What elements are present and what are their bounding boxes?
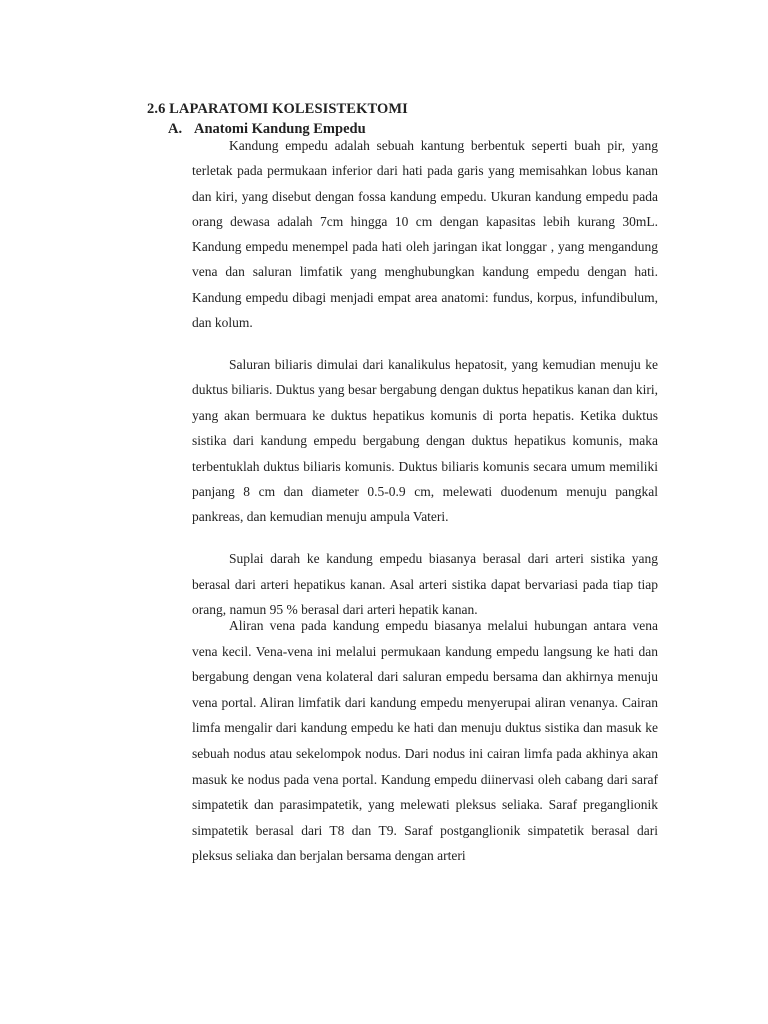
subsection-title: Anatomi Kandung Empedu [194,121,366,137]
paragraph-blood-supply: Suplai darah ke kandung empedu biasanya berasal dari arteri sistika yang berasal dari arteri hepatikus kanan. Asal arteri sistika dapat bervariasi pada tiap tiap orang, namun 95 % berasal dari arteri hepatik kanan. [192,551,658,617]
paragraph-venous-lymph-drainage: Aliran vena pada kandung empedu biasanya melalui hubungan antara vena vena kecil. Vena-vena ini melalui permukaan kandung empedu langsung ke hati dan bergabung dengan vena kolateral dari saluran empedu bersama dan akhirnya menuju vena portal. Aliran limfatik dari kandung empedu menyerupai aliran venanya. Cairan limfa mengalir dari kandung empedu ke hati dan menuju duktus sistika dan masuk ke sebuah nodus atau sekelompok nodus. Dari nodus ini cairan limfa pada akhinya akan masuk ke nodus pada vena portal. Kandung empedu diinervasi oleh cabang dari saraf simpatetik dan parasimpatetik, yang melewati pleksus seliaka. Saraf preganglionik simpatetik berasal dari T8 dan T9. Saraf postganglionik simpatetik berasal dari pleksus seliaka dan berjalan bersama dengan arteri [192,618,658,864]
subsection-letter: A. [168,121,183,137]
paragraph-anatomy: Kandung empedu adalah sebuah kantung berbentuk seperti buah pir, yang terletak pada permukaan inferior dari hati pada garis yang memisahkan lobus kanan dan kiri, yang disebut dengan fossa kandung empedu. Ukuran kandung empedu pada orang dewasa adalah 7cm hingga 10 cm dengan kapasitas lebih kurang 30mL. Kandung empedu menempel pada hati oleh jaringan ikat longgar , yang mengandung vena dan saluran limfatik yang menghubungkan kandung empedu dengan hati. Kandung empedu dibagi menjadi empat area anatomi: fundus, korpus, infundibulum, dan kolum. [192,138,658,331]
paragraph-biliary-duct: Saluran biliaris dimulai dari kanalikulus hepatosit, yang kemudian menuju ke duktus biliaris. Duktus yang besar bergabung dengan duktus hepatikus kanan dan kiri, yang akan bermuara ke duktus hepatikus komunis di porta hepatis. Ketika duktus sistika dari kandung empedu bergabung dengan duktus hepatikus komunis, maka terbentuklah duktus biliaris komunis. Duktus biliaris komunis secara umum memiliki panjang 8 cm dan diameter 0.5-0.9 cm, melewati duodenum menuju pangkal pankreas, dan kemudian menuju ampula Vateri. [192,357,658,525]
section-heading: 2.6 LAPARATOMI KOLESISTEKTOMI [147,101,408,117]
